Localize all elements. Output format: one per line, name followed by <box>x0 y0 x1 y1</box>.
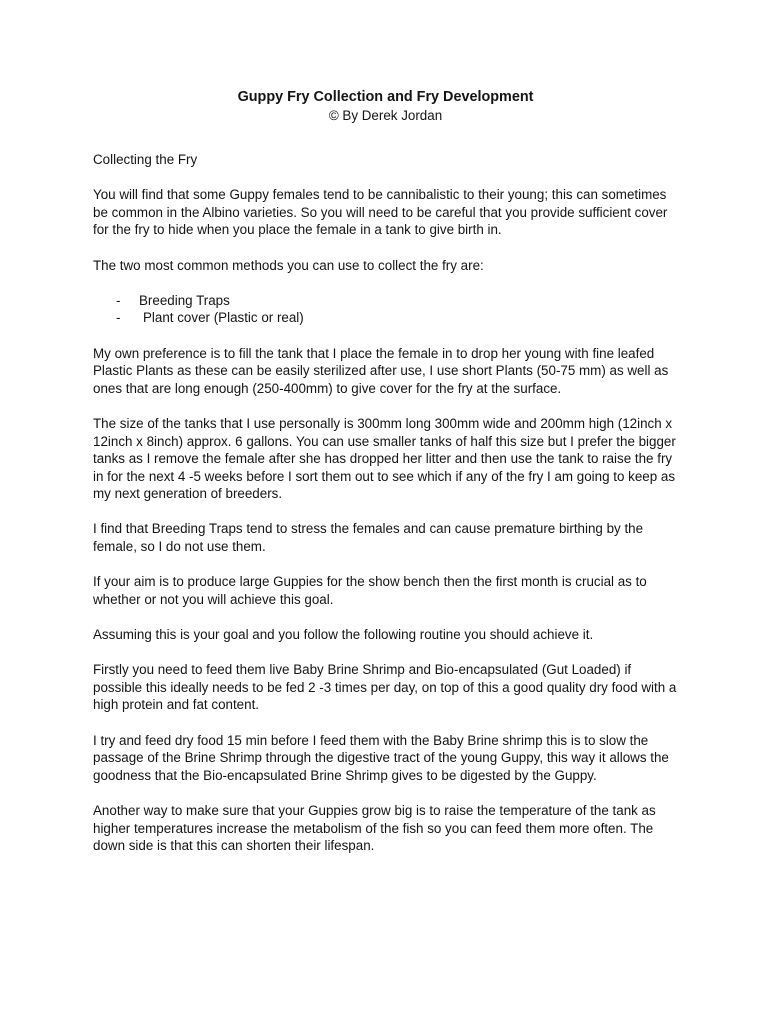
paragraph-temperature: Another way to make sure that your Guppies grow big is to raise the temperature of the tank as higher temperatures increase the metabolism of the fish so you can feed them more often. The down side is that this can shorten their lifespan. <box>93 802 656 854</box>
list-dash: - <box>116 292 121 308</box>
collection-methods-list <box>93 292 678 327</box>
document-title: Guppy Fry Collection and Fry Development <box>237 89 534 105</box>
section-heading: Collecting the Fry <box>93 152 198 167</box>
paragraph-first-month: If your aim is to produce large Guppies for the show bench then the first month is crucial as to whether or not you will achieve this goal. <box>93 574 647 607</box>
list-item-label: Breeding Traps <box>139 292 230 308</box>
paragraph-dry-food: I try and feed dry food 15 min before I feed them with the Baby Brine shrimp this is to slow the passage of the Brine Shrimp through the digestive tract of the young Guppy, this way it allows the goodness that the Bio-encapsulated Brine Shrimp gives to be digested by the Guppy. <box>93 732 669 783</box>
paragraph-plastic-plants: My own preference is to fill the tank that I place the female in to drop her young with fine leafed Plastic Plants as these can be easily sterilized after use, I use short Plants (50-75 mm) as well as ones that are long enough (250-400mm) to give cover for the fry at the surface. <box>93 345 669 396</box>
list-item-label: Plant cover (Plastic or real) <box>143 310 304 326</box>
list-item <box>93 309 678 327</box>
paragraph-tank-size: The size of the tanks that I use personally is 300mm long 300mm wide and 200mm high (12inch x 12inch x 8inch) approx. 6 gallons. You can use smaller tanks of half this size but I prefer the bigger tanks as I remove the female after she has dropped her litter and then use the tank to raise the fry in for the next 4 -5 weeks before I sort them out to see which if any of the fry I am going to keep as my next generation of breeders. <box>93 415 676 502</box>
paragraph-breeding-traps: I find that Breeding Traps tend to stress the females and can cause premature birthing by the female, so I do not use them. <box>93 521 644 555</box>
list-dash: - <box>116 310 121 326</box>
paragraph-feeding: Firstly you need to feed them live Baby Brine Shrimp and Bio-encapsulated (Gut Loaded) if possible this ideally needs to be fed 2 -3 times per day, on top of this a good quality dry food with a high protein and fat content. <box>93 662 677 713</box>
paragraph-routine: Assuming this is your goal and you follow the following routine you should achieve it. <box>93 627 594 643</box>
author-byline: © By Derek Jordan <box>328 108 443 123</box>
paragraph-methods-intro: The two most common methods you can use to collect the fry are: <box>93 257 484 273</box>
document-page <box>93 88 678 855</box>
list-item <box>93 292 678 310</box>
paragraph-cannibalism: You will find that some Guppy females tend to be cannibalistic to their young; this can sometimes be common in the Albino varieties. So you will need to be careful that you provide sufficient cover for the fry to hide when you place the female in a tank to give birth in. <box>93 187 668 238</box>
